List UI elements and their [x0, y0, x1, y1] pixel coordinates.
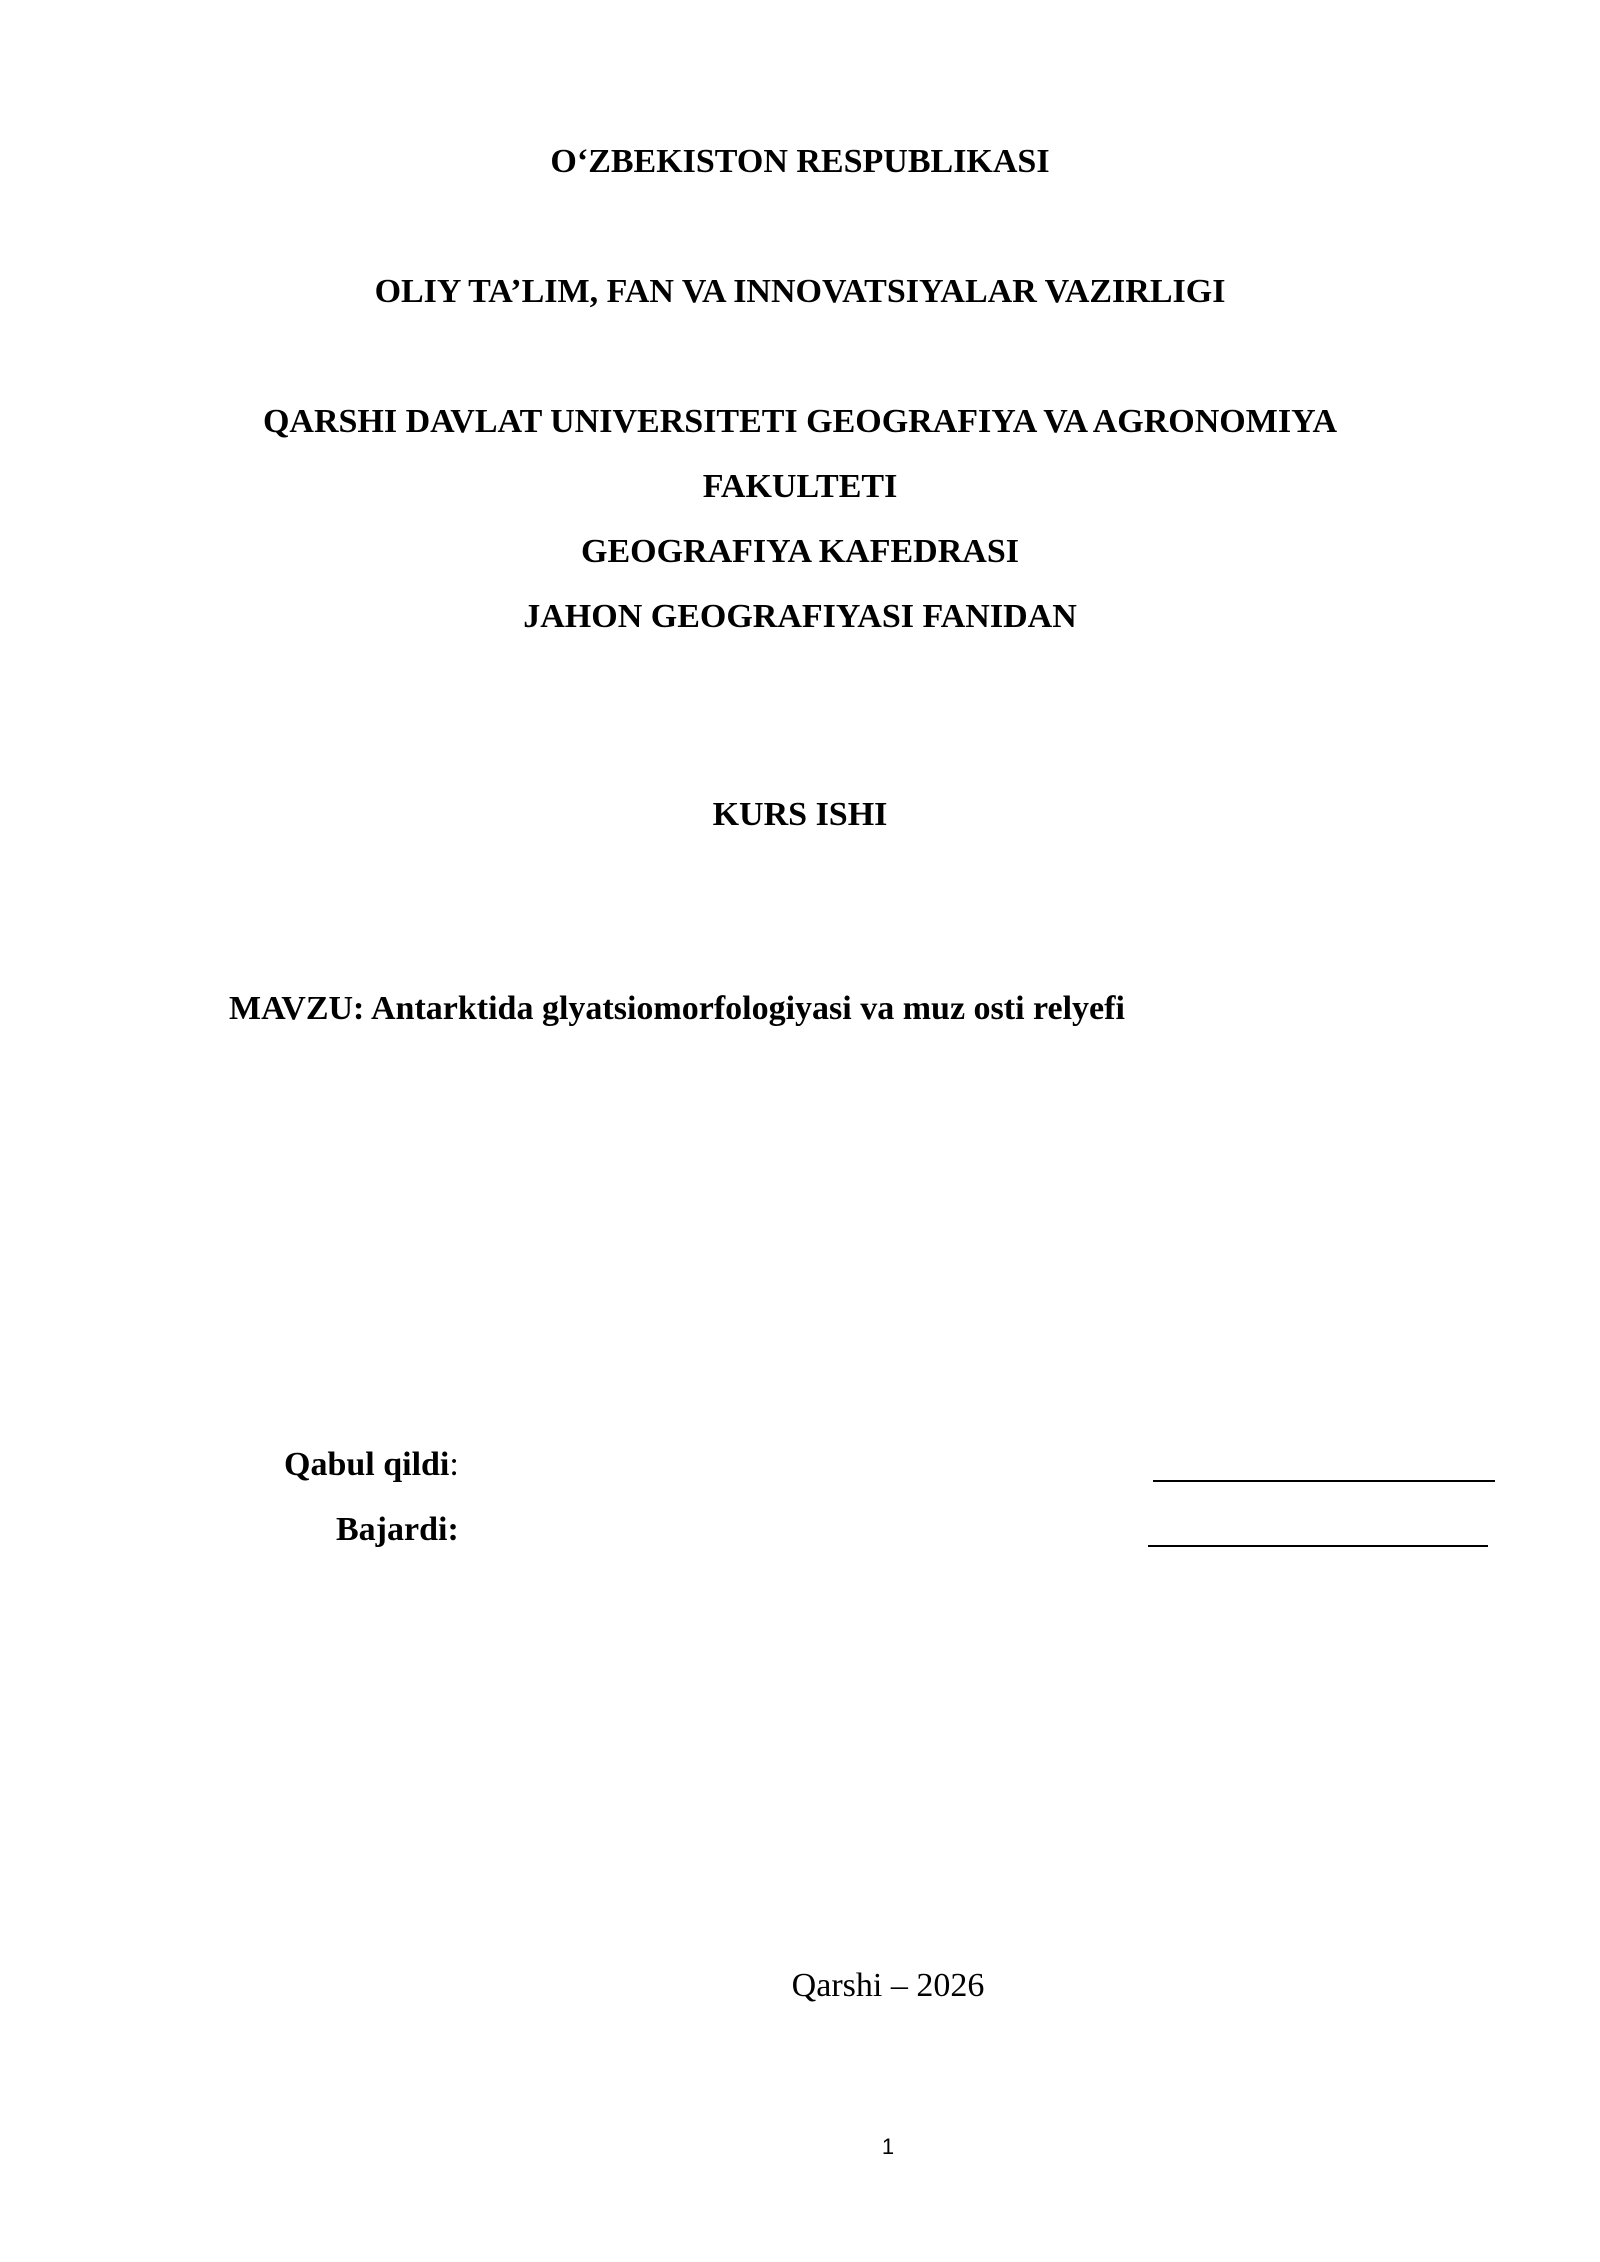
accepted-by-signature-line: [1153, 1480, 1495, 1482]
work-type-heading: KURS ISHI: [712, 796, 888, 833]
accepted-by-text: Qabul qildi: [284, 1446, 450, 1483]
university-heading-line-1: QARSHI DAVLAT UNIVERSITETI GEOGRAFIYA VA AGRONOMIYA: [262, 403, 1338, 440]
country-heading: O‘ZBEKISTON RESPUBLIKASI: [550, 143, 1050, 180]
done-by-label: Bajardi:: [336, 1511, 459, 1548]
university-heading-line-2: FAKULTETI: [702, 468, 898, 505]
subject-heading: JAHON GEOGRAFIYASI FANIDAN: [523, 598, 1077, 635]
ministry-heading: OLIY TA’LIM, FAN VA INNOVATSIYALAR VAZIRLIGI: [374, 273, 1226, 310]
accepted-by-label: [284, 1445, 459, 1485]
city-year: Qarshi – 2026: [791, 1967, 985, 2004]
department-heading: GEOGRAFIYA KAFEDRASI: [581, 533, 1019, 570]
page-number: 1: [881, 2134, 895, 2159]
done-by-signature-line: [1148, 1545, 1488, 1547]
accepted-by-colon: :: [449, 1446, 459, 1483]
topic-title: MAVZU: Antarktida glyatsiomorfologiyasi va muz osti relyefi: [229, 990, 1125, 1027]
